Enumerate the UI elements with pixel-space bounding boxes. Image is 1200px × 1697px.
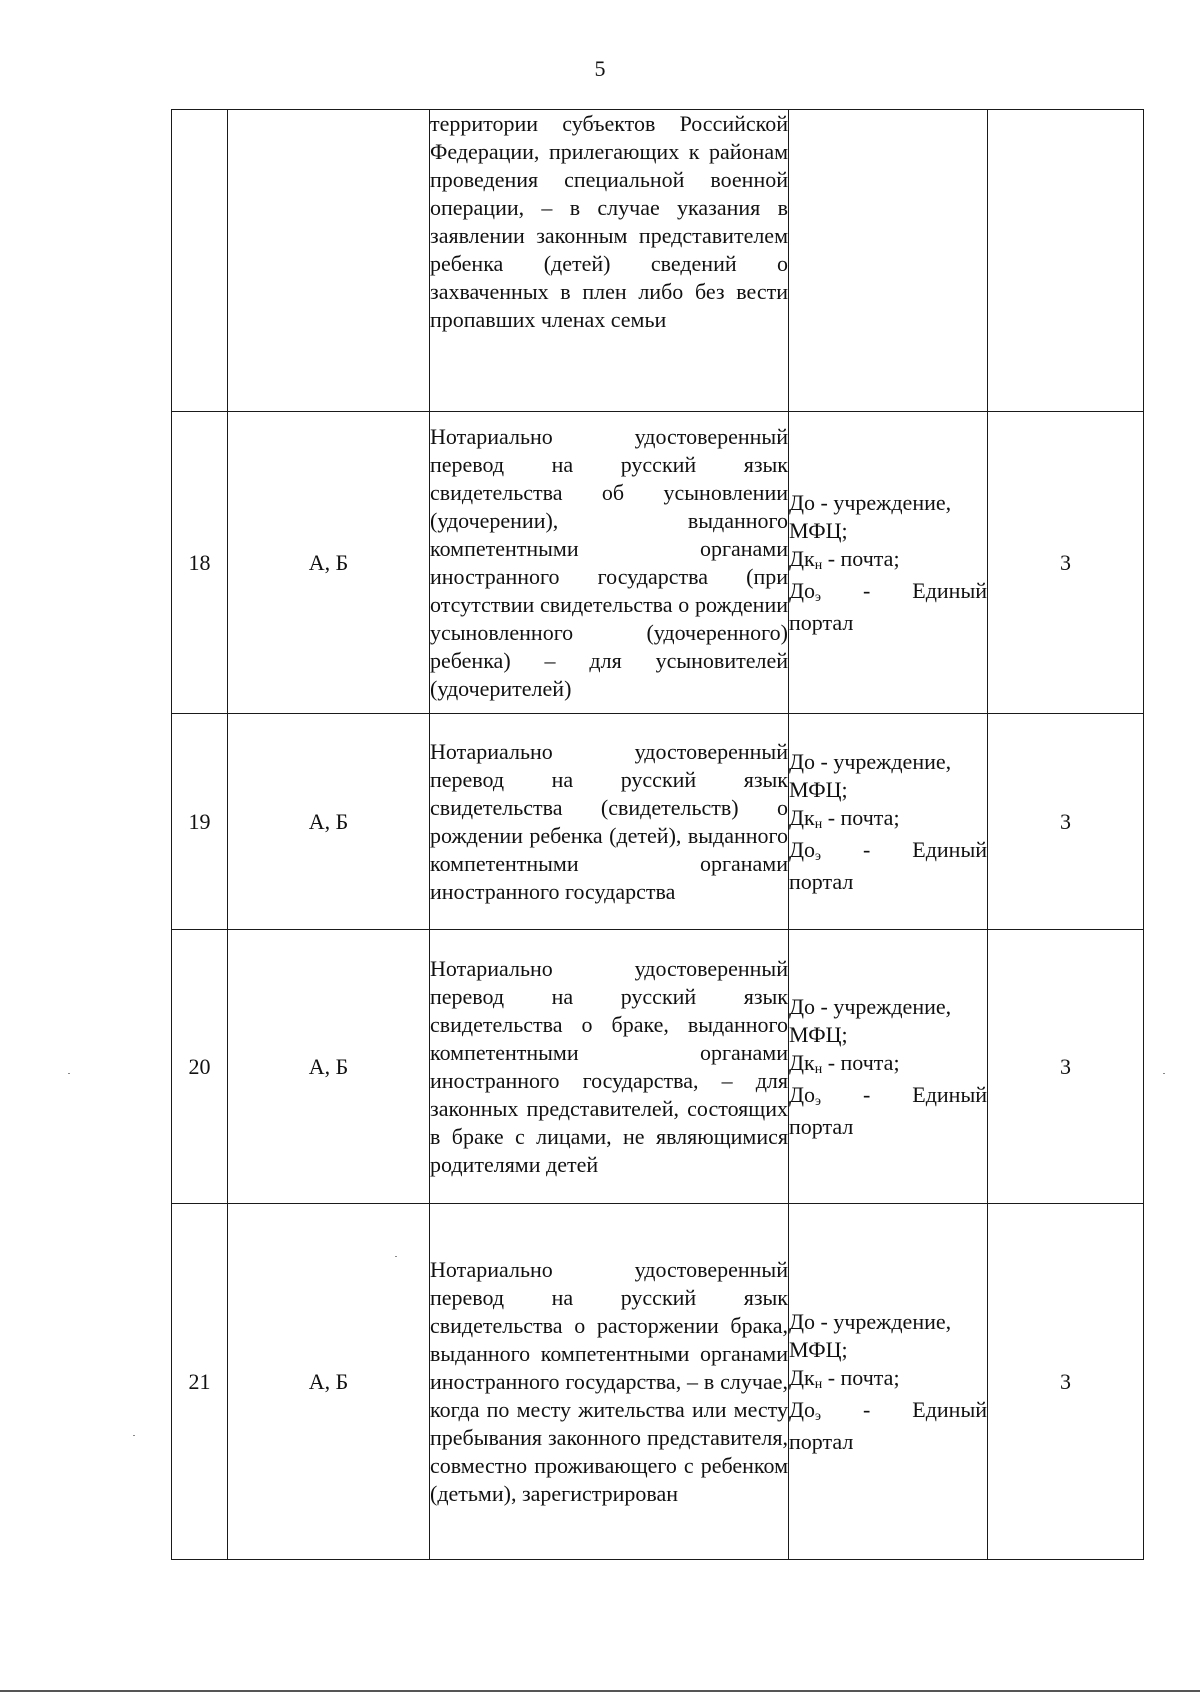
category-cell: [228, 110, 430, 412]
method-office-line: До - учреждение,: [789, 748, 952, 774]
method-portal-word: портал: [789, 1113, 854, 1139]
method-office-line: До - учреждение,: [789, 489, 952, 515]
scan-bottom-edge: [0, 1690, 1200, 1692]
method-portal-text: - Единый: [821, 577, 987, 603]
method-portal-line: [789, 577, 987, 609]
days-cell: 3: [988, 930, 1144, 1204]
method-post-text: - почта;: [822, 1049, 900, 1075]
category-cell: А, Б: [228, 1204, 430, 1560]
method-post-subscript: н: [814, 1061, 823, 1077]
scan-speck: [133, 1435, 135, 1436]
method-post-line: [789, 804, 987, 836]
submission-method-cell: [789, 930, 988, 1204]
method-portal-subscript: э: [815, 1093, 822, 1109]
description-cell: территории субъектов Российской Федерации, прилегающих к районам проведения специальной военной операции, – в случае указания в заявлении законным представителем ребенка (детей) сведений о захваченных в плен либо без вести пропавших членах семьи: [430, 110, 789, 412]
category-cell: А, Б: [228, 930, 430, 1204]
method-post-line: [789, 1049, 987, 1081]
method-post-text: - почта;: [822, 545, 900, 571]
row-number-cell: 21: [172, 1204, 228, 1560]
table-row: [172, 930, 1144, 1204]
method-portal-text: - Единый: [821, 1396, 987, 1422]
scan-speck: [68, 1073, 70, 1074]
method-post-line: [789, 1364, 987, 1396]
method-portal-line: [789, 836, 987, 868]
row-number-cell: [172, 110, 228, 412]
method-portal-prefix: До: [789, 836, 816, 862]
method-portal-word: портал: [789, 609, 854, 635]
method-post-text: - почта;: [822, 804, 900, 830]
method-post-prefix: Дк: [789, 1049, 815, 1075]
method-portal-line: [789, 1081, 987, 1113]
category-cell: А, Б: [228, 412, 430, 714]
method-portal-prefix: До: [789, 1081, 816, 1107]
scan-speck: [395, 1256, 397, 1257]
method-office-line: До - учреждение,: [789, 993, 952, 1019]
row-number-cell: 18: [172, 412, 228, 714]
submission-method-cell: [789, 412, 988, 714]
method-portal-line: [789, 1396, 987, 1428]
method-portal-text: - Единый: [821, 1081, 987, 1107]
table-row: [172, 714, 1144, 930]
method-office-line: До - учреждение,: [789, 1308, 952, 1334]
description-cell: Нотариально удостоверенный перевод на русский язык свидетельства о расторжении брака, выданного компетентными органами иностранного государства, – в случае, когда по месту жительства или месту пребывания законного представителя, совместно проживающего с ребенком (детьми), зарегистрирован: [430, 1204, 789, 1560]
method-mfc-line: МФЦ;: [789, 1021, 848, 1047]
row-number-cell: 20: [172, 930, 228, 1204]
method-portal-prefix: До: [789, 1396, 816, 1422]
method-post-prefix: Дк: [789, 545, 815, 571]
method-post-prefix: Дк: [789, 1364, 815, 1390]
method-portal-subscript: э: [815, 848, 822, 864]
description-cell: Нотариально удостоверенный перевод на русский язык свидетельства (свидетельств) о рождении ребенка (детей), выданного компетентными органами иностранного государства: [430, 714, 789, 930]
table-row: [172, 110, 1144, 412]
method-post-prefix: Дк: [789, 804, 815, 830]
method-mfc-line: МФЦ;: [789, 517, 848, 543]
days-cell: 3: [988, 412, 1144, 714]
method-post-subscript: н: [814, 1376, 823, 1392]
description-cell: Нотариально удостоверенный перевод на русский язык свидетельства о браке, выданного компетентными органами иностранного государства, – для законных представителей, состоящих в браке с лицами, не являющимися родителями детей: [430, 930, 789, 1204]
submission-method-cell: [789, 1204, 988, 1560]
method-mfc-line: МФЦ;: [789, 776, 848, 802]
table-row: [172, 1204, 1144, 1560]
method-post-subscript: н: [814, 816, 823, 832]
method-portal-text: - Единый: [821, 836, 987, 862]
method-portal-prefix: До: [789, 577, 816, 603]
submission-method-cell: [789, 110, 988, 412]
method-post-text: - почта;: [822, 1364, 900, 1390]
category-cell: А, Б: [228, 714, 430, 930]
method-portal-word: портал: [789, 868, 854, 894]
documents-table: [171, 109, 1144, 1560]
page-number: 5: [594, 56, 606, 81]
days-cell: [988, 110, 1144, 412]
method-portal-word: портал: [789, 1428, 854, 1454]
method-post-line: [789, 545, 987, 577]
days-cell: 3: [988, 1204, 1144, 1560]
row-number-cell: 19: [172, 714, 228, 930]
method-mfc-line: МФЦ;: [789, 1336, 848, 1362]
scan-speck: [1163, 1073, 1165, 1074]
method-portal-subscript: э: [815, 589, 822, 605]
method-portal-subscript: э: [815, 1408, 822, 1424]
submission-method-cell: [789, 714, 988, 930]
description-cell: Нотариально удостоверенный перевод на русский язык свидетельства об усыновлении (удочерении), выданного компетентными органами иностранного государства (при отсутствии свидетельства о рождении усыновленного (удочеренного) ребенка) – для усыновителей (удочерителей): [430, 412, 789, 714]
table-row: [172, 412, 1144, 714]
method-post-subscript: н: [814, 557, 823, 573]
days-cell: 3: [988, 714, 1144, 930]
